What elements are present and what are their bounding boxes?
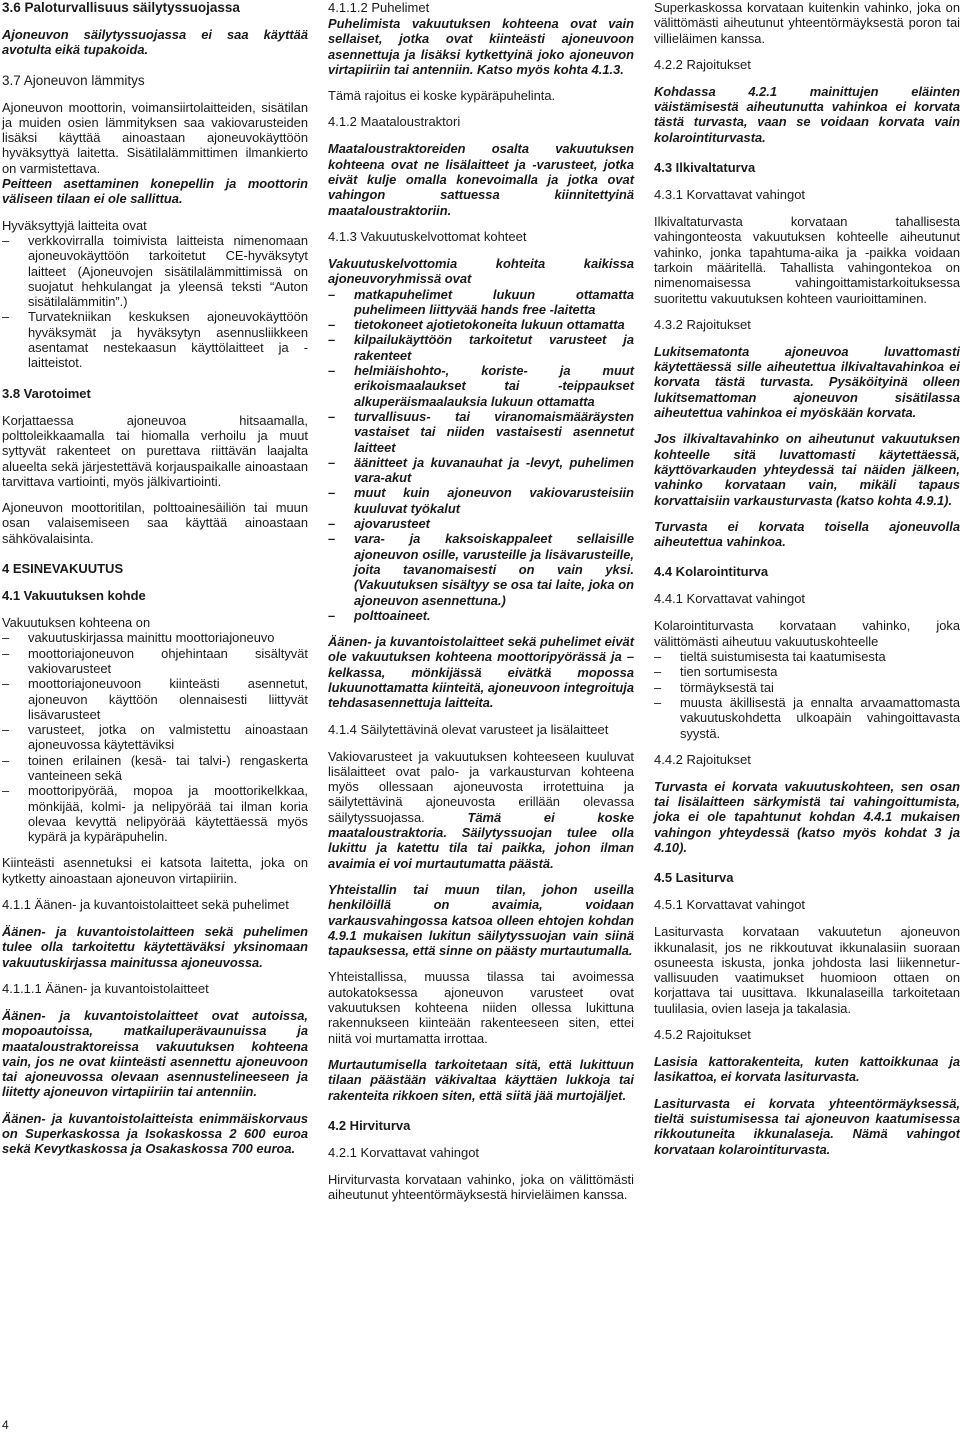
paragraph-4-3-2-b: Jos ilkivaltavahinko on aiheutunut vakuutuksen kohteelle sitä luvattomasti käytettäessä, käyttövarkauden yhteydessä tai näiden jälkeen, vahinko korvataan vain, mikäli tapaus korvattaisiin varkausturvasta (katso kohta 4.9.1). — [654, 431, 960, 508]
paragraph-4-1-1-1-b: Äänen- ja kuvantoistolaitteista enimmäiskorvaus on Superkaskossa ja Isokaskossa 2 600 euroa sekä Kevytkaskossa ja Osakaskossa 700 euroa. — [2, 1110, 308, 1157]
heading-4-1-1: 4.1.1 Äänen- ja kuvantoistolaitteet sekä puhelimet — [2, 897, 289, 913]
heading-4-1-1-1: 4.1.1.1 Äänen- ja kuvantoistolaitteet — [2, 980, 209, 996]
paragraph-4-1-1-2-a: Puhelimista vakuutuksen kohteena ovat vain sellaiset, jotka ovat kiinteästi ajoneuvoon asennettuja ja lisäksi kytkettyinä joko ajoneuvon virtapiiriin tai antenniin. Katso myös kohta 4.1.3. — [328, 16, 634, 77]
list-item: – vara- ja kaksoiskappaleet sellaisille ajoneuvon osille, varusteille ja lisävarusteille, joita tavanomaisesti on vain yksi. (Vakuutuksen sisältyy se osa tai laite, joka on ajoneuvon asennettuna.) — [328, 531, 634, 607]
paragraph-4-3-1: Ilkivaltaturvasta korvataan tahallisesta vahingonteosta vakuutuksen kohteelle aiheutunut vahinko, jonka tapahtuma-aika ja -paikka voidaan tarkoin määritellä. Tahallista vahingontekoa on nimenomaisessa vahingoittamistarkoituksessa suoritettu vakuutuksen kohteen vaurioittaminen. — [654, 214, 960, 306]
text-plain: Vakiovarusteet ja vakuutuksen kohteeseen kuuluvat lisälaitteet ovat palo- ja varkausturvan kohteena myös ollessaan ajoneuvosta irrotettuina ja säilytettävinä ajoneuvosta erillään olevassa säilytyssuojassa. — [328, 748, 634, 825]
heading-4-5: 4.5 Lasiturva — [654, 870, 734, 886]
text-emphasis: Tämä ei koske maataloustraktoria. Säilytyssuojan tulee olla lukittu ja katettu tila tai paikka, johon ilman avaimia ei voi murtautumatta päästä. — [328, 809, 634, 871]
list-item: – äänitteet ja kuvanauhat ja -levyt, puhelimen vara-akut — [328, 455, 634, 486]
paragraph-4-2-1: Hirviturvasta korvataan vahinko, joka on välittömästi aiheutunut yhteentörmäyksestä hirvieläimen kanssa. — [328, 1171, 634, 1203]
list-item: – tien sortumisesta — [654, 664, 960, 679]
heading-4-3-1: 4.3.1 Korvattavat vahingot — [654, 187, 806, 203]
heading-4-4-2: 4.4.2 Rajoitukset — [654, 751, 751, 767]
paragraph-4-2-2: Kohdassa 4.2.1 mainittujen eläinten väistämisestä aiheutunutta vahinkoa ei korvata tästä turvasta, vaan se voidaan korvata vain kolarointiturvasta. — [654, 83, 960, 145]
paragraph-4-3-2-c: Turvasta ei korvata toisella ajoneuvolla aiheutettua vahinkoa. — [654, 518, 960, 550]
list-4-1 — [2, 630, 308, 844]
paragraph-4-5-2-a: Lasisia kattorakenteita, kuten kattoikkunaa ja lasikattoa, ei korvata lasiturvasta. — [654, 1054, 960, 1085]
list-4-4-1 — [654, 649, 960, 741]
paragraph-4-5-2-b: Lasiturvasta ei korvata yhteentörmäyksessä, tieltä suistumisessa tai ajoneuvon kaatumisessa rikkoutuneita ikkunalaseja. Nämä vahingot korvataan kolarointiturvasta. — [654, 1095, 960, 1157]
list-item: – vakuutuskirjassa mainittu moottoriajoneuvo — [2, 630, 308, 645]
list-item: – muut kuin ajoneuvon vakiovarusteisiin kuuluvat työkalut — [328, 485, 634, 516]
paragraph-4-4-2: Turvasta ei korvata vakuutuskohteen, sen osan tai lisälaitteen särkymistä tai vahingoittumista, joka ei ole tapahtunut kohdan 4.4.1 mukaisen vahingon yhteydessä (katso myös kohdat 3 ja 4.10). — [654, 778, 960, 855]
paragraph-4-1-1: Äänen- ja kuvantoistolaitteen sekä puhelimen tulee olla tarkoitettu käytettäväksi yksinomaan vakuutuskirjassa mainitussa ajoneuvossa. — [2, 924, 308, 970]
list-item: – varusteet, jotka on valmistettu ainoastaan ajoneuvossa käytettäviksi — [2, 722, 308, 753]
heading-4-5-2: 4.5.2 Rajoitukset — [654, 1027, 751, 1043]
paragraph-4-1-4-a — [328, 749, 634, 871]
list-item: – kilpailukäyttöön tarkoitetut varusteet ja rakenteet — [328, 332, 634, 363]
heading-4-1-2: 4.1.2 Maataloustraktori — [328, 114, 461, 130]
list-item: – tietokoneet ajotietokoneita lukuun ottamatta — [328, 317, 634, 332]
paragraph-4-1-4-c: Yhteistallissa, muussa tilassa tai avoimessa autokatoksessa ajoneuvon varusteet ovat vakuutuksen kohteena niiden ollessa lukittuna rakennukseen kiinteään rakenteeseen siten, ettei niitä voi murtamatta irrottaa. — [328, 969, 634, 1046]
heading-4-3-2: 4.3.2 Rajoitukset — [654, 316, 751, 332]
column-2 — [328, 0, 634, 1202]
paragraph-4-3-2-a: Lukitsematonta ajoneuvoa luvattomasti käytettäessä sille aiheutettua ilkivaltavahinkoa ei korvata tästä turvasta. Pysäköityinä olleen lukitsemattoman ajoneuvon sisätilassa aiheutettua vahinkoa ei myöskään korvata. — [654, 343, 960, 421]
column-1 — [2, 0, 308, 1157]
paragraph-3-7-b: Peitteen asettaminen konepellin ja moottorin väliseen tilaan ei ole sallittua. — [2, 176, 308, 207]
list-item: – ajovarusteet — [328, 516, 634, 531]
list-item: – helmiäishohto-, koriste- ja muut erikoismaalaukset tai -teippaukset alkuperäismaalauksia lukuun ottamatta — [328, 363, 634, 409]
paragraph-4-1-4-b: Yhteistallin tai muun tilan, johon useilla henkilöillä on avaimia, voidaan varkausvahingossa katsoa olleen ehtojen kohdan 4.9.1 mukaisen lukitun säilytyssuojan vain siinä tapauksessa, että sinne on päästy murtautumalla. — [328, 881, 634, 959]
heading-4-1-3: 4.1.3 Vakuutuskelvottomat kohteet — [328, 228, 527, 244]
heading-4: 4 ESINEVAKUUTUS — [2, 561, 124, 577]
list-item: – polttoaineet. — [328, 608, 634, 623]
list-item: – moottoriajoneuvon ohjehintaan sisältyvät vakiovarusteet — [2, 646, 308, 677]
paragraph-4-1-b: Kiinteästi asennetuksi ei katsota laitetta, joka on kytketty ainoastaan ajoneuvon virtapiiriin. — [2, 855, 308, 886]
paragraph-4-1-1-2-b: Tämä rajoitus ei koske kypäräpuhelinta. — [328, 88, 556, 104]
list-item: – turvallisuus- tai viranomaismääräysten vastaiset tai niiden vastaisesti asennetut laitteet — [328, 409, 634, 455]
paragraph-4-1-3-a: Vakuutuskelvottomia kohteita kaikissa ajoneuvoryhmissä ovat — [328, 255, 634, 287]
list-item: – toinen erilainen (kesä- tai talvi-) rengaskerta vanteineen sekä — [2, 753, 308, 784]
list-item: – muusta äkillisestä ja ennalta arvaamattomasta vakuutuskohdetta ulkoapäin vahingoittavasta syystä. — [654, 695, 960, 741]
list-item: – verkkovirralla toimivista laitteista nimenomaan ajoneuvokäyttöön tarkoitetut CE-hyväksytyt laitteet (Ajoneuvojen sisätilalämmittimissä on suojatut hehkulangat ja yleensä teksti “Auton sisätilalämmitin”.) — [2, 233, 308, 309]
paragraph-3-7-c: Hyväksyttyjä laitteita ovat — [2, 217, 147, 233]
heading-4-3: 4.3 Ilkivaltaturva — [654, 160, 756, 176]
heading-4-4: 4.4 Kolarointiturva — [654, 564, 769, 580]
paragraph-3-8-a: Korjattaessa ajoneuvoa hitsaamalla, polttoleikkaamalla tai hiomalla verhoilu ja muut syttyvät rakenteet on purettava riittävän laajalta alueelta sekä järjestettävä korjauspaikalle ainoastaan tarvittava vartiointi, myös jälkivartiointi. — [2, 412, 308, 489]
paragraph-4-5-1: Lasiturvasta korvataan vakuutetun ajoneuvon ikkunalasit, jos ne rikkoutuvat ikkunalasiin suoraan osuneesta iskusta, jonka johdosta lasi liikenneturvallisuuden vaatimukset huomioon ottaen on korjattava tai uusittava. Ikkunalaseilla tarkoitetaan tuulilasia, ovien laseja ja takalasia. — [654, 924, 960, 1016]
paragraph-4-1-a: Vakuutuksen kohteena on — [2, 615, 151, 631]
list-3-7 — [2, 233, 308, 371]
heading-4-2-1: 4.2.1 Korvattavat vahingot — [328, 1144, 480, 1160]
heading-4-2: 4.2 Hirviturva — [328, 1117, 411, 1133]
list-item: – moottoripyörää, mopoa ja moottorikelkkaa, mönkijää, kolmi- ja nelipyörää tai ilman koria olevaa kevyttä nelipyörää käytettäessä myös kypärä ja kypäräpuhelin. — [2, 783, 308, 844]
paragraph-4-1-2: Maataloustraktoreiden osalta vakuutuksen kohteena ovat ne lisälaitteet ja -varusteet, jotka eivät kulje omalla konevoimalla ja jotka ovat vahingon sattuessa kiinnitettyinä maataloustraktoriin. — [328, 141, 634, 218]
column-3 — [654, 0, 960, 1157]
heading-4-2-2: 4.2.2 Rajoitukset — [654, 56, 751, 72]
heading-3-6: 3.6 Paloturvallisuus säilytyssuojassa — [2, 0, 240, 15]
paragraph-4-4-1: Kolarointiturvasta korvataan vahinko, joka välittömästi aiheutuu vakuutuskohteelle — [654, 618, 960, 649]
paragraph-3-7-a: Ajoneuvon moottorin, voimansiirtolaitteiden, sisätilan ja muiden osien lämmityksen saa vakiovarusteiden lisäksi käyttää ainoastaan ajoneuvokäyttöön hyväksyttyä laitetta. Sisätilalämmittimen ilmankierto on varmistettava. — [2, 99, 308, 176]
heading-4-1: 4.1 Vakuutuksen kohde — [2, 588, 146, 604]
heading-4-5-1: 4.5.1 Korvattavat vahingot — [654, 897, 806, 913]
paragraph-4-2-1-b: Superkaskossa korvataan kuitenkin vahinko, joka on välittömästi aiheutunut yhteentörmäyksestä poron tai villieläimen kanssa. — [654, 0, 960, 46]
paragraph-3-8-b: Ajoneuvon moottoritilan, polttoainesäiliön tai muun osan valaisemiseen saa käyttää ainoastaan sähkövalaisinta. — [2, 500, 308, 546]
paragraph-3-6: Ajoneuvon säilytyssuojassa ei saa käyttää avotulta eikä tupakoida. — [2, 27, 308, 58]
heading-3-7: 3.7 Ajoneuvon lämmitys — [2, 72, 145, 88]
list-4-1-3 — [328, 287, 634, 624]
heading-4-1-4: 4.1.4 Säilytettävinä olevat varusteet ja lisälaitteet — [328, 721, 609, 737]
list-item: – tieltä suistumisesta tai kaatumisesta — [654, 649, 960, 664]
paragraph-4-1-3-b: Äänen- ja kuvantoistolaitteet sekä puhelimet eivät ole vakuutuksen kohteena moottoripyörässä ja –kelkassa, mönkijässä eivätkä mopossa lukuunottamatta kiinteitä, ajoneuvoon integroituja tehdasasennettuja laitteita. — [328, 634, 634, 711]
list-item: – moottoriajoneuvoon kiinteästi asennetut, ajoneuvon käyttöön olennaisesti liittyvät lisävarusteet — [2, 676, 308, 722]
paragraph-4-1-4-d: Murtautumisella tarkoitetaan sitä, että lukittuun tilaan päästään väkivaltaa käyttäen lukkoja tai rakenteita rikkoen siten, että siitä jää murtojäljet. — [328, 1056, 634, 1103]
list-item: – törmäyksestä tai — [654, 680, 960, 695]
list-item: – Turvatekniikan keskuksen ajoneuvokäyttöön hyväksymät ja hyväksytyn asennusliikkeen asentamat nestekaasun käyttölaitteet ja -laitteistot. — [2, 309, 308, 370]
heading-4-1-1-2: 4.1.1.2 Puhelimet — [328, 0, 430, 15]
paragraph-4-1-1-1-a: Äänen- ja kuvantoistolaitteet ovat autoissa, mopoautoissa, matkailuperävaunuissa ja maataloustraktoreissa vakuutuksen kohteena vain, jos ne ovat kiinteästi asennettu ajoneuvoon tai ajoneuvossa olevaan asennustelineeseen ja liitetty ajoneuvon virtapiiriin tai antenniin. — [2, 1007, 308, 1100]
heading-3-8: 3.8 Varotoimet — [2, 385, 91, 401]
heading-4-4-1: 4.4.1 Korvattavat vahingot — [654, 591, 806, 607]
page-number: 4 — [2, 1418, 9, 1432]
list-item: – matkapuhelimet lukuun ottamatta puhelimeen liittyvää hands free -laitetta — [328, 287, 634, 318]
